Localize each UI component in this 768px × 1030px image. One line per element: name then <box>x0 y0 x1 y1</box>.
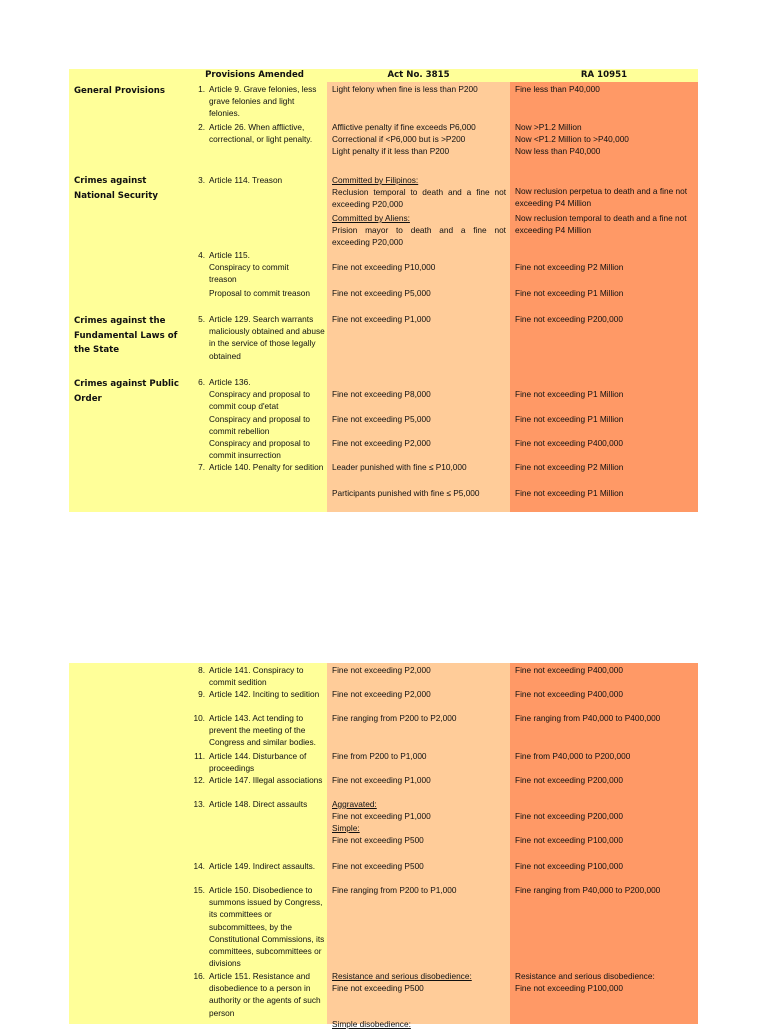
act-cell: Fine not exceeding P500 <box>332 835 424 845</box>
provision-number: 11. <box>194 751 205 761</box>
act-cell: Committed by Filipinos: <box>332 175 419 185</box>
provision-row <box>187 798 327 810</box>
header-ra-10951: RA 10951 <box>510 69 698 82</box>
provision-row <box>187 461 327 473</box>
provision-text: Proposal to commit treason <box>209 288 310 298</box>
provision-text: Article 144. Disturbance of proceedings <box>209 751 307 774</box>
provision-text: Conspiracy and proposal to commit rebellion <box>209 414 311 437</box>
provision-number: 7. <box>198 462 205 472</box>
provision-row <box>187 376 327 388</box>
header-act-3815: Act No. 3815 <box>327 69 510 82</box>
provision-text: Article 151. Resistance and disobedience to a person in authority or the agents of such person <box>209 971 321 1018</box>
amendments-table-1 <box>69 69 698 512</box>
act-cell: Committed by Aliens: <box>332 213 410 223</box>
provision-text: Article 141. Conspiracy to commit sedition <box>209 665 304 688</box>
act-cell: Resistance and serious disobedience: <box>332 971 472 981</box>
category-column <box>69 663 182 1024</box>
provision-text: Article 129. Search warrants maliciously obtained and abuse in the service of those legally obtained <box>209 314 325 361</box>
act-cell: Participants punished with fine ≤ P5,000 <box>332 488 480 498</box>
act-cell: Reclusion temporal to death and a fine not exceeding P20,000 <box>332 187 506 210</box>
act-cell: Fine not exceeding P500 <box>332 983 424 993</box>
act-cell: Fine not exceeding P5,000 <box>332 288 431 298</box>
ra-cell: Now >P1.2 Million <box>515 122 582 132</box>
provision-text: Article 140. Penalty for sedition <box>209 462 324 472</box>
provision-text: Article 149. Indirect assaults. <box>209 861 316 871</box>
provision-number: 6. <box>198 377 205 387</box>
provision-number: 5. <box>198 314 205 324</box>
act-cell: Fine not exceeding P10,000 <box>332 262 436 272</box>
provision-row <box>187 388 327 412</box>
act-cell: Prision mayor to death and a fine not exceeding P20,000 <box>332 225 506 248</box>
provision-text: Conspiracy and proposal to commit coup d'etat <box>209 389 311 412</box>
ra-cell: Resistance and serious disobedience: <box>515 971 655 981</box>
provision-text: Article 114. Treason <box>209 175 283 185</box>
category-general-provisions: General Provisions <box>74 86 165 96</box>
act-cell: Fine not exceeding P5,000 <box>332 414 431 424</box>
provision-text: Article 143. Act tending to prevent the meeting of the Congress and similar bodies. <box>209 713 316 748</box>
act-cell: Fine ranging from P200 to P2,000 <box>332 713 457 723</box>
provision-row <box>187 413 327 437</box>
ra-cell: Fine not exceeding P100,000 <box>515 835 623 845</box>
ra-cell: Fine not exceeding P400,000 <box>515 438 623 448</box>
provision-row <box>187 970 327 1019</box>
provision-number: 9. <box>198 689 205 699</box>
ra-cell: Fine less than P40,000 <box>515 84 600 94</box>
provision-row <box>187 437 327 461</box>
category-public-order: Crimes against Public Order <box>74 379 179 404</box>
provision-row <box>187 884 327 969</box>
provision-text: Conspiracy and proposal to commit insurrection <box>209 438 311 461</box>
ra-cell: Fine not exceeding P100,000 <box>515 861 623 871</box>
provision-number: 12. <box>193 775 205 785</box>
provision-text: Article 26. When afflictive, correctional, or light penalty. <box>209 122 313 145</box>
ra-cell: Fine ranging from P40,000 to P400,000 <box>515 713 661 723</box>
ra-cell: Fine not exceeding P200,000 <box>515 314 623 324</box>
ra-cell: Fine not exceeding P400,000 <box>515 665 623 675</box>
provision-row <box>187 287 327 299</box>
amendments-table-2 <box>69 663 698 1029</box>
act-cell: Aggravated: <box>332 799 377 809</box>
act-cell: Fine not exceeding P1,000 <box>332 811 431 821</box>
act-cell: Light penalty if it less than P200 <box>332 146 450 156</box>
provision-row <box>187 750 327 774</box>
ra-cell: Fine from P40,000 to P200,000 <box>515 751 631 761</box>
act-cell: Fine not exceeding P2,000 <box>332 438 431 448</box>
provision-text: Article 9. Grave felonies, less grave felonies and light felonies. <box>209 84 317 119</box>
category-column <box>69 69 182 512</box>
ra-cell: Fine not exceeding P2 Million <box>515 462 624 472</box>
provision-row <box>187 664 327 688</box>
ra-cell: Fine not exceeding P1 Million <box>515 389 624 399</box>
provision-row <box>187 83 327 120</box>
ra-cell: Fine not exceeding P2 Million <box>515 262 624 272</box>
provision-number: 4. <box>198 250 205 260</box>
ra-cell: Now reclusion perpetua to death and a fine not exceeding P4 Million <box>515 186 688 209</box>
act-cell: Leader punished with fine ≤ P10,000 <box>332 462 467 472</box>
provision-number: 14. <box>193 861 205 871</box>
provision-number: 15. <box>193 885 205 895</box>
ra-cell: Fine not exceeding P1 Million <box>515 288 624 298</box>
provision-text: Article 115. <box>209 250 250 260</box>
act-cell: Light felony when fine is less than P200 <box>332 84 478 94</box>
provision-number: 8. <box>198 665 205 675</box>
ra-cell: Fine not exceeding P400,000 <box>515 689 623 699</box>
provision-row <box>187 712 327 749</box>
provision-row <box>187 174 327 186</box>
provision-row <box>187 249 327 261</box>
act-cell: Fine not exceeding P1,000 <box>332 775 431 785</box>
provision-text: Article 142. Inciting to sedition <box>209 689 320 699</box>
ra-cell: Fine not exceeding P1 Million <box>515 488 624 498</box>
provision-number: 13. <box>193 799 205 809</box>
provision-text: Conspiracy to commit treason <box>209 262 289 285</box>
act-cell: Fine not exceeding P2,000 <box>332 665 431 675</box>
header-provisions: Provisions Amended <box>205 70 304 80</box>
provision-row <box>187 313 327 362</box>
ra-cell: Fine not exceeding P200,000 <box>515 811 623 821</box>
provision-row <box>187 688 327 700</box>
ra-cell: Now less than P40,000 <box>515 146 601 156</box>
category-national-security: Crimes against National Security <box>74 176 158 201</box>
ra-cell: Fine ranging from P40,000 to P200,000 <box>515 885 661 895</box>
provision-text: Article 147. Illegal associations <box>209 775 323 785</box>
act-cell: Fine not exceeding P1,000 <box>332 314 431 324</box>
provision-number: 2. <box>198 122 205 132</box>
ra-cell: Now reclusion temporal to death and a fine not exceeding P4 Million <box>515 213 687 236</box>
act-cell: Fine not exceeding P500 <box>332 861 424 871</box>
act-cell: Afflictive penalty if fine exceeds P6,000 <box>332 122 476 132</box>
ra-cell: Fine not exceeding P100,000 <box>515 983 623 993</box>
provision-number: 3. <box>198 175 205 185</box>
category-fundamental-laws: Crimes against the Fundamental Laws of the State <box>74 316 178 355</box>
ra-cell: Fine not exceeding P200,000 <box>515 775 623 785</box>
provision-row <box>187 121 327 145</box>
provision-number: 10. <box>193 713 205 723</box>
provision-text: Article 148. Direct assaults <box>209 799 308 809</box>
provision-number: 1. <box>198 84 205 94</box>
provision-number: 16. <box>193 971 205 981</box>
act-cell: Simple: <box>332 823 360 833</box>
act-cell: Simple disobedience: <box>332 1019 411 1029</box>
ra-cell: Now <P1.2 Million to >P40,000 <box>515 134 629 144</box>
act-cell: Fine from P200 to P1,000 <box>332 751 427 761</box>
provision-text: Article 150. Disobedience to summons issued by Congress, its committees or subcommittees, by the Constitutional Commissions, its committees, subcommittees or divisions <box>209 885 325 969</box>
provision-row <box>187 860 327 872</box>
ra-cell: Fine not exceeding P1 Million <box>515 414 624 424</box>
act-cell: Fine ranging from P200 to P1,000 <box>332 885 457 895</box>
provision-text: Article 136. <box>209 377 251 387</box>
act-cell: Fine not exceeding P2,000 <box>332 689 431 699</box>
act-cell: Correctional if <P6,000 but is >P200 <box>332 134 466 144</box>
provision-row <box>187 261 327 285</box>
provision-row <box>187 774 327 786</box>
act-cell: Fine not exceeding P8,000 <box>332 389 431 399</box>
